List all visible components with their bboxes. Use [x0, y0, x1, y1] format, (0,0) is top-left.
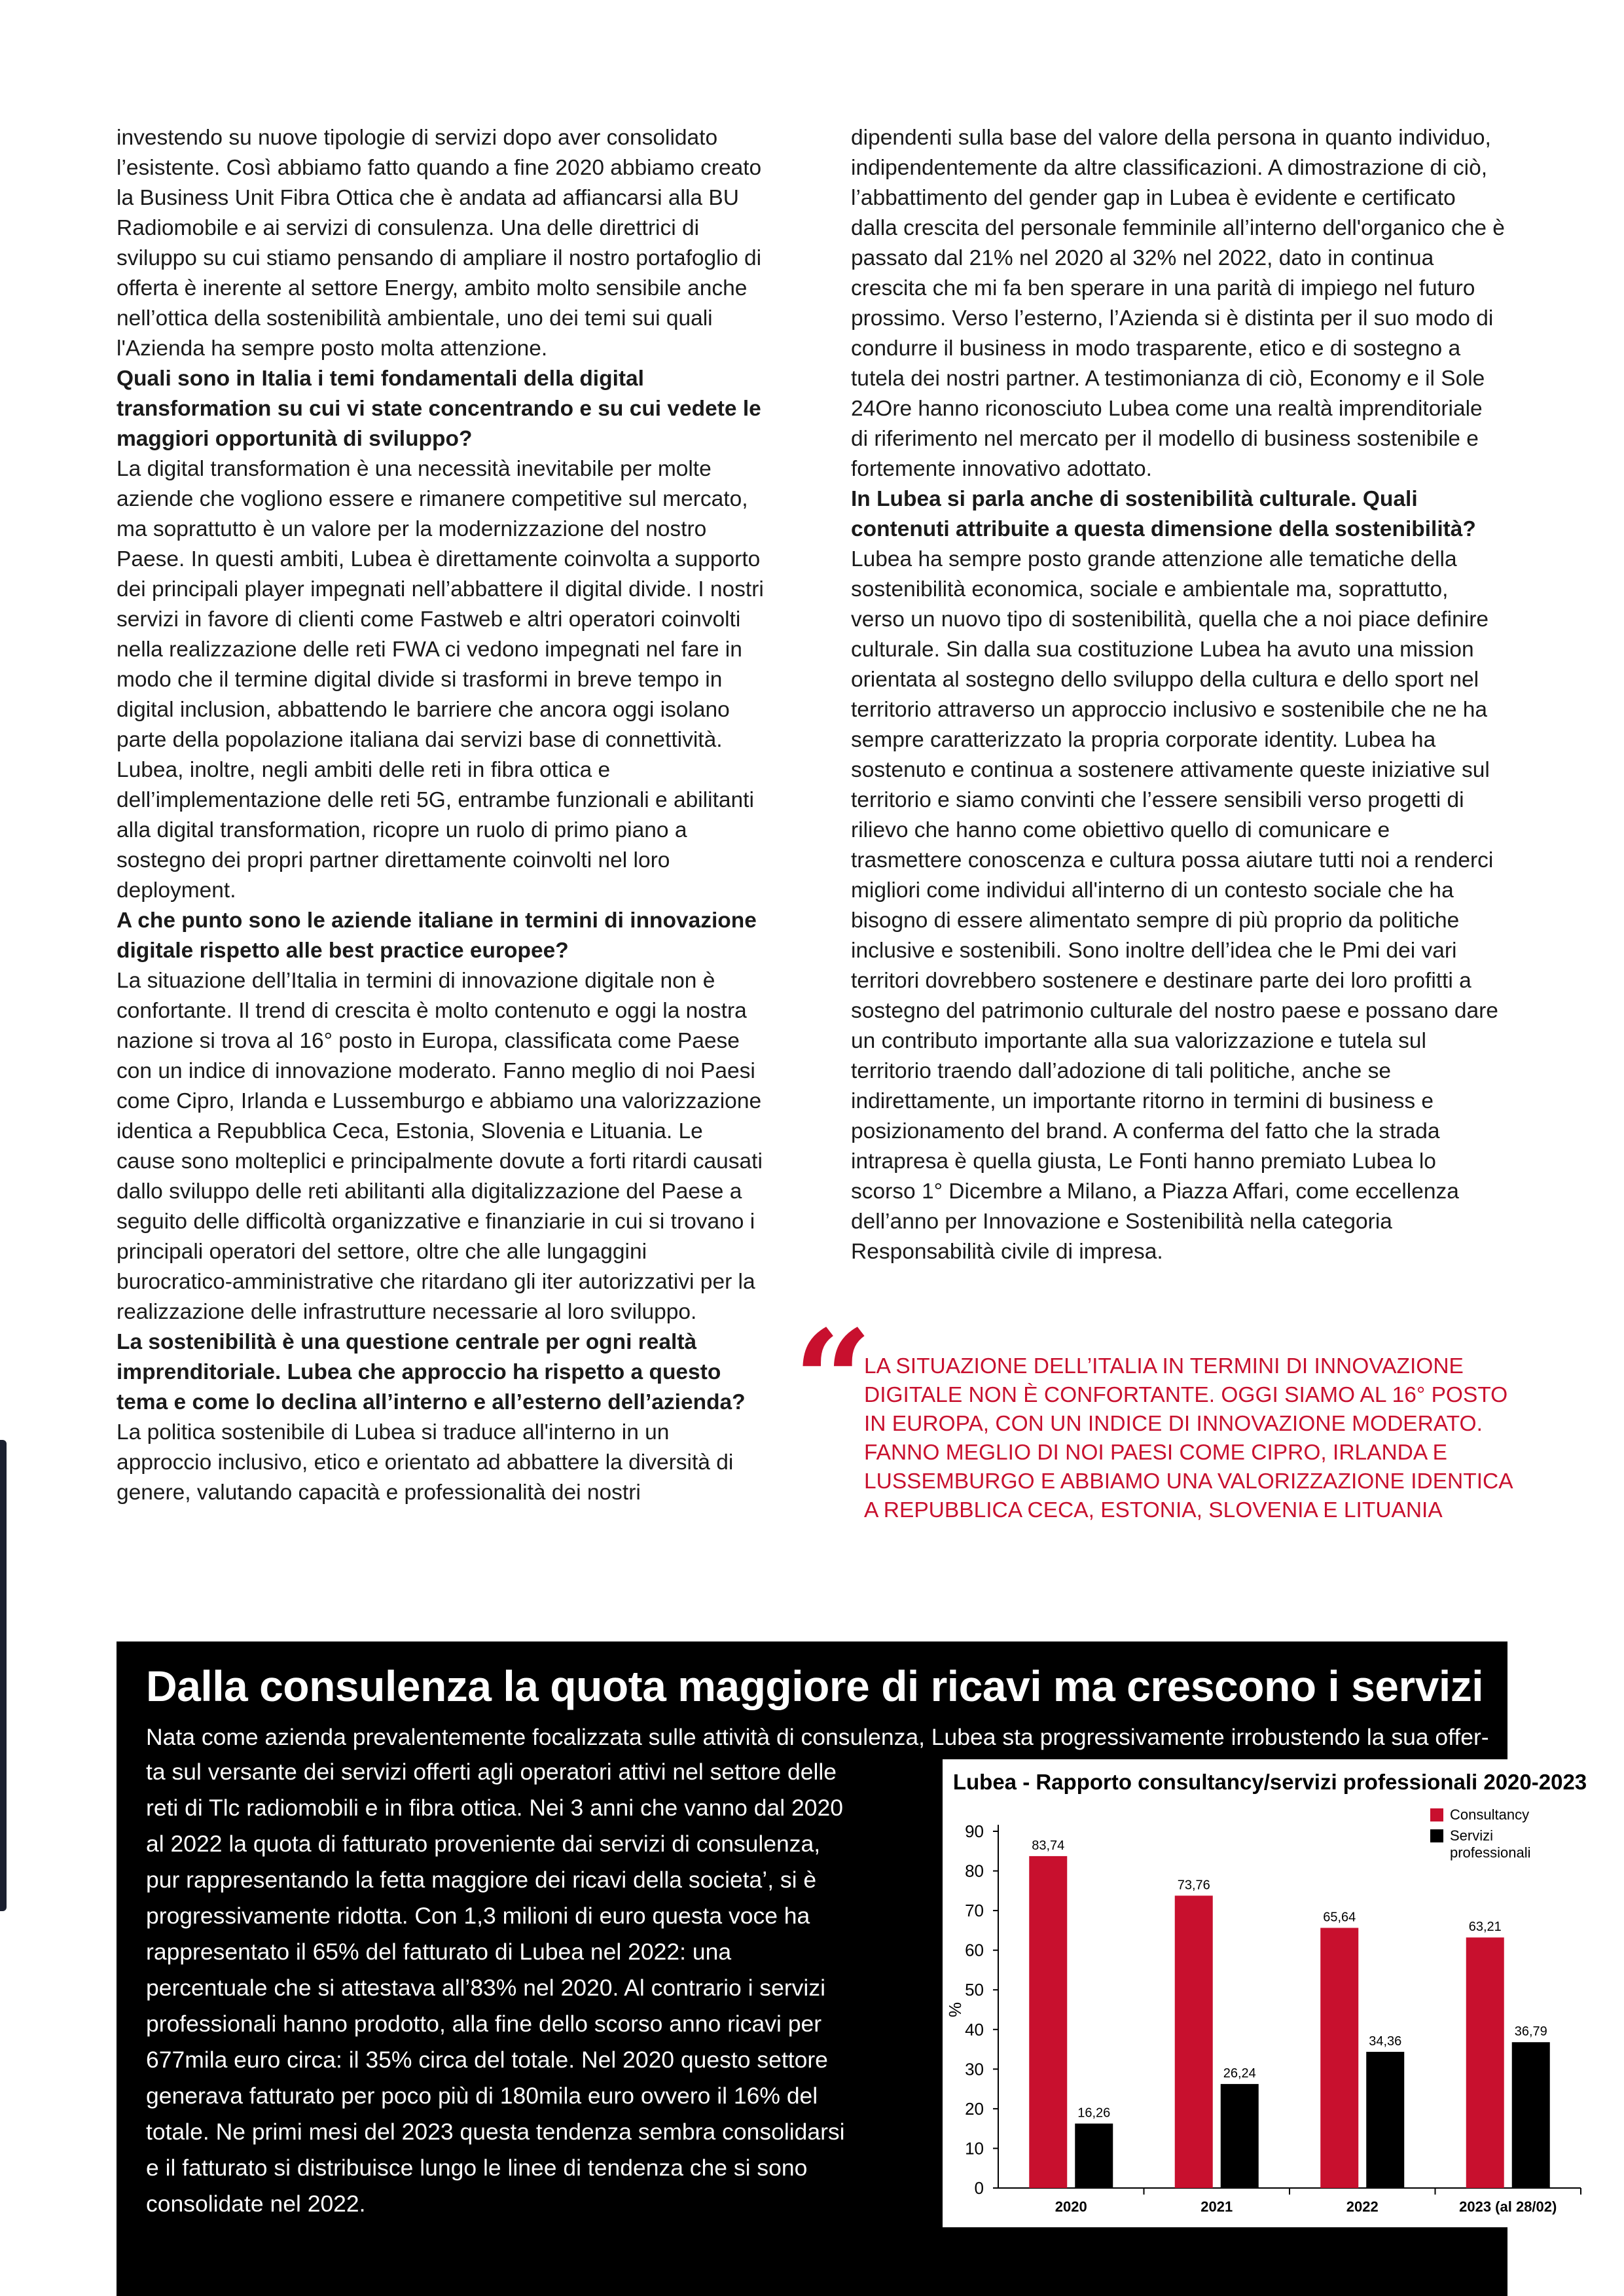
interview-question: In Lubea si parla anche di sostenibilità culturale. Quali contenuti attribuite a questa dimensione della sostenibilità?: [851, 487, 1476, 541]
bar-servizi: [1075, 2124, 1113, 2188]
y-tick-label: 50: [965, 1980, 984, 2000]
legend-swatch-servizi: [1430, 1829, 1443, 1842]
legend-item: [1430, 1827, 1561, 1861]
article-right-column: [851, 123, 1506, 1267]
bar-consultancy: [1320, 1928, 1358, 2188]
y-tick-label: 70: [965, 1901, 984, 1921]
chart: [943, 1759, 1597, 2227]
box-text: ta sul versante dei servizi offerti agli operatori attivi nel settore delle reti di Tlc radiomobili e in fibra ottica. Nei 3 anni che vanno dal 2020 al 2022 la quota di fatturato proveniente dai servizi di consulenza, pur rappresentando la fetta maggiore dei ricavi della societa’, si è progressivamente ridotta. Con 1,3 milioni di euro questa voce ha rappresentato il 65% del fatturato di Lubea nel 2022: una percentuale che si attestava all’83% nel 2020. Al contrario i servizi professionali hanno prodotto, alla fine dello scorso anno ricavi per 677mila euro circa: il 35% circa del totale. Nel 2020 questo settore generava fatturato per poco più di 180mila euro ovvero il 16% del totale. Ne primi mesi del 2023 questa tendenza sembra consolidarsi e il fatturato si distribuisce lungo le linee di tendenza che si sono consolidate nel 2022.: [146, 1759, 845, 2217]
paragraph: La digital transformation è una necessità inevitabile per molte aziende che vogliono essere e rimanere competitive sul mercato, ma soprattutto è un valore per la modernizzazione del nostro Paese. In questi ambiti, Lubea è direttamente coinvolta a supporto dei principali player impegnati nell’abbattere il digital divide. I nostri servizi in favore di clienti come Fastweb e altri operatori coinvolti nella realizzazione delle reti FWA ci vedono impegnati nel fare in modo che il termine digital divide si trasformi in breve tempo in digital inclusion, abbattendo le barriere che ancora oggi isolano parte della popolazione italiana dai servizi base di connettività. Lubea, inoltre, negli ambiti delle reti in fibra ottica e dell’implementazione delle reti 5G, entrambe funzionali e abilitanti alla digital transformation, ricopre un ruolo di primo piano a sostegno dei propri partner direttamente coinvolti nel loro deployment.: [117, 457, 764, 903]
legend-label: Consultancy: [1450, 1806, 1530, 1823]
legend-label: Servizi professionali: [1450, 1827, 1531, 1861]
data-label: 83,74: [1032, 1838, 1065, 1853]
interview-question: La sostenibilità è una questione centrale per ogni realtà imprenditoriale. Lubea che approccio ha rispetto a questo tema e come lo declina all’interno e all’esterno dell’azienda?: [117, 1330, 746, 1414]
box-title: Dalla consulenza la quota maggiore di ricavi ma crescono i servizi: [146, 1662, 1484, 1710]
y-tick-label: 0: [974, 2178, 984, 2198]
y-tick-label: 30: [965, 2059, 984, 2079]
interview-question: A che punto sono le aziende italiane in termini di innovazione digitale rispetto alle best practice europee?: [117, 908, 757, 963]
data-label: 16,26: [1077, 2106, 1111, 2121]
data-label: 34,36: [1369, 2034, 1402, 2049]
paragraph: investendo su nuove tipologie di servizi dopo aver consolidato l’esistente. Così abbiamo fatto quando a fine 2020 abbiamo creato la Business Unit Fibra Ottica che è andata ad affiancarsi alla BU Radiomobile e ai servizi di consulenza. Una delle direttrici di sviluppo su cui stiamo pensando di ampliare il nostro portafoglio di offerta è inerente al settore Energy, ambito molto sensibile anche nell’ottica della sostenibilità ambientale, uno dei temi sui quali l'Azienda ha sempre posto molta attenzione.: [117, 126, 762, 361]
legend-swatch-consultancy: [1430, 1808, 1443, 1821]
y-tick-label: 60: [965, 1940, 984, 1960]
page-edge-bar: [0, 1440, 7, 1911]
paragraph: La situazione dell’Italia in termini di innovazione digitale non è confortante. Il trend di crescita è molto contenuto e oggi la nostra nazione si trova al 16° posto in Europa, classificata come Paese con un indice di innovazione moderato. Fanno meglio di noi Paesi come Cipro, Irlanda e Lussemburgo e abbiamo una valorizzazione identica a Repubblica Ceca, Estonia, Slovenia e Lituania. Le cause sono molteplici e principalmente dovute a forti ritardi causati dallo sviluppo delle reti abilitanti alla digitalizzazione del Paese a seguito delle difficoltà organizzative e finanziarie in cui si trovano i principali operatori del settore, oltre che alle lungaggini burocratico-amministrative che ritardano gli iter autorizzativi per la realizzazione delle infrastrutture necessarie al loro sviluppo.: [117, 969, 763, 1324]
paragraph: La politica sostenibile di Lubea si traduce all'interno in un approccio inclusivo, etico e orientato ad abbattere la diversità di genere, valutando capacità e professionalità dei nostri: [117, 1420, 734, 1505]
bar-consultancy: [1029, 1856, 1067, 2188]
x-tick-label: 2020: [1055, 2198, 1087, 2215]
x-tick-label: 2022: [1346, 2198, 1379, 2215]
box-intro-line: Nata come azienda prevalentemente focalizzata sulle attività di consulenza, Lubea sta progressivamente irrobustendo la sua offer-: [146, 1724, 1489, 1750]
y-tick-label: 40: [965, 2019, 984, 2039]
data-label: 26,24: [1223, 2066, 1256, 2081]
paragraph: Lubea ha sempre posto grande attenzione alle tematiche della sostenibilità economica, sociale e ambientale ma, soprattutto, verso un nuovo tipo di sostenibilità, quella che a noi piace definire culturale. Sin dalla sua costituzione Lubea ha avuto una mission orientata al sostegno dello sviluppo della cultura e dello sport nel territorio attraverso un approccio inclusivo e sostenibile che ne ha sempre caratterizzato la propria corporate identity. Lubea ha sostenuto e continua a sostenere attivamente queste iniziative sul territorio e siamo convinti che l’essere sensibili verso progetti di rilievo che hanno come obiettivo quello di comunicare e trasmettere conoscenza e cultura possa aiutare tutti noi a renderci migliori come individui all'interno di un contesto sociale che ha bisogno di essere alimentato sempre di più proprio da politiche inclusive e sostenibili. Sono inoltre dell’idea che le Pmi dei vari territori dovrebbero sostenere e destinare parte dei loro profitti a sostegno del patrimonio culturale del nostro paese e possano dare un contributo importante alla sua valorizzazione e tutela sul territorio traendo dall’adozione di tali politiche, anche se indirettamente, un importante ritorno in termini di business e posizionamento del brand. A conferma del fatto che la strada intrapresa è quella giusta, Le Fonti hanno premiato Lubea lo scorso 1° Dicembre a Milano, a Piazza Affari, come eccellenza dell’anno per Innovazione e Sostenibilità nella categoria Responsabilità civile di impresa.: [851, 547, 1498, 1264]
article-left-column: [117, 123, 765, 1508]
y-axis-label: %: [945, 2001, 965, 2018]
y-tick-label: 10: [965, 2138, 984, 2159]
interview-question: Quali sono in Italia i temi fondamentali della digital transformation su cui vi state concentrando e su cui vedete le maggiori opportunità di sviluppo?: [117, 367, 761, 451]
data-label: 36,79: [1514, 2024, 1547, 2039]
x-tick-label: 2023 (al 28/02): [1459, 2198, 1557, 2215]
y-tick-label: 80: [965, 1861, 984, 1881]
chart-title: Lubea - Rapporto consultancy/servizi professionali 2020-2023: [952, 1770, 1587, 1794]
data-label: 65,64: [1323, 1910, 1356, 1925]
y-tick-label: 90: [965, 1821, 984, 1841]
paragraph: dipendenti sulla base del valore della persona in quanto individuo, indipendentemente da altre classificazioni. A dimostrazione di ciò, l’abbattimento del gender gap in Lubea è evidente e certificato dalla crescita del personale femminile all’interno dell'organico che è passato dal 21% nel 2020 al 32% nel 2022, dato in continua crescita che mi fa ben sperare in una parità di impiego nel futuro prossimo. Verso l’esterno, l’Azienda si è distinta per il suo modo di condurre il business in modo trasparente, etico e di sostegno a tutela dei nostri partner. A testimonianza di ciò, Economy e il Sole 24Ore hanno riconosciuto Lubea come una realtà imprenditoriale di riferimento nel mercato per il modello di business sostenibile e fortemente innovativo adottato.: [851, 126, 1505, 481]
bar-consultancy: [1466, 1937, 1504, 2188]
bar-servizi: [1512, 2042, 1550, 2188]
pull-quote: LA SITUAZIONE DELL’ITALIA IN TERMINI DI INNOVAZIONE DIGITALE NON È CONFORTANTE. OGGI SIAMO AL 16° POSTO IN EUROPA, CON UN INDICE DI INNOVAZIONE MODERATO. FANNO MEGLIO DI NOI PAESI COME CIPRO, IRLANDA E LUSSEMBURGO E ABBIAMO UNA VALORIZZAZIONE IDENTICA A REPUBBLICA CECA, ESTONIA, SLOVENIA E LITUANIA: [864, 1354, 1512, 1522]
x-tick-label: 2021: [1200, 2198, 1233, 2215]
bar-servizi: [1221, 2084, 1259, 2188]
bar-consultancy: [1175, 1895, 1213, 2188]
quote-mark-icon: “: [793, 1300, 873, 1462]
legend-item: [1430, 1806, 1561, 1823]
data-label: 73,76: [1177, 1878, 1210, 1893]
sidebar-box: [117, 1641, 1587, 2296]
data-label: 63,21: [1468, 1920, 1502, 1935]
chart-legend: [1430, 1806, 1561, 1865]
bar-servizi: [1366, 2052, 1404, 2188]
y-tick-label: 20: [965, 2098, 984, 2119]
